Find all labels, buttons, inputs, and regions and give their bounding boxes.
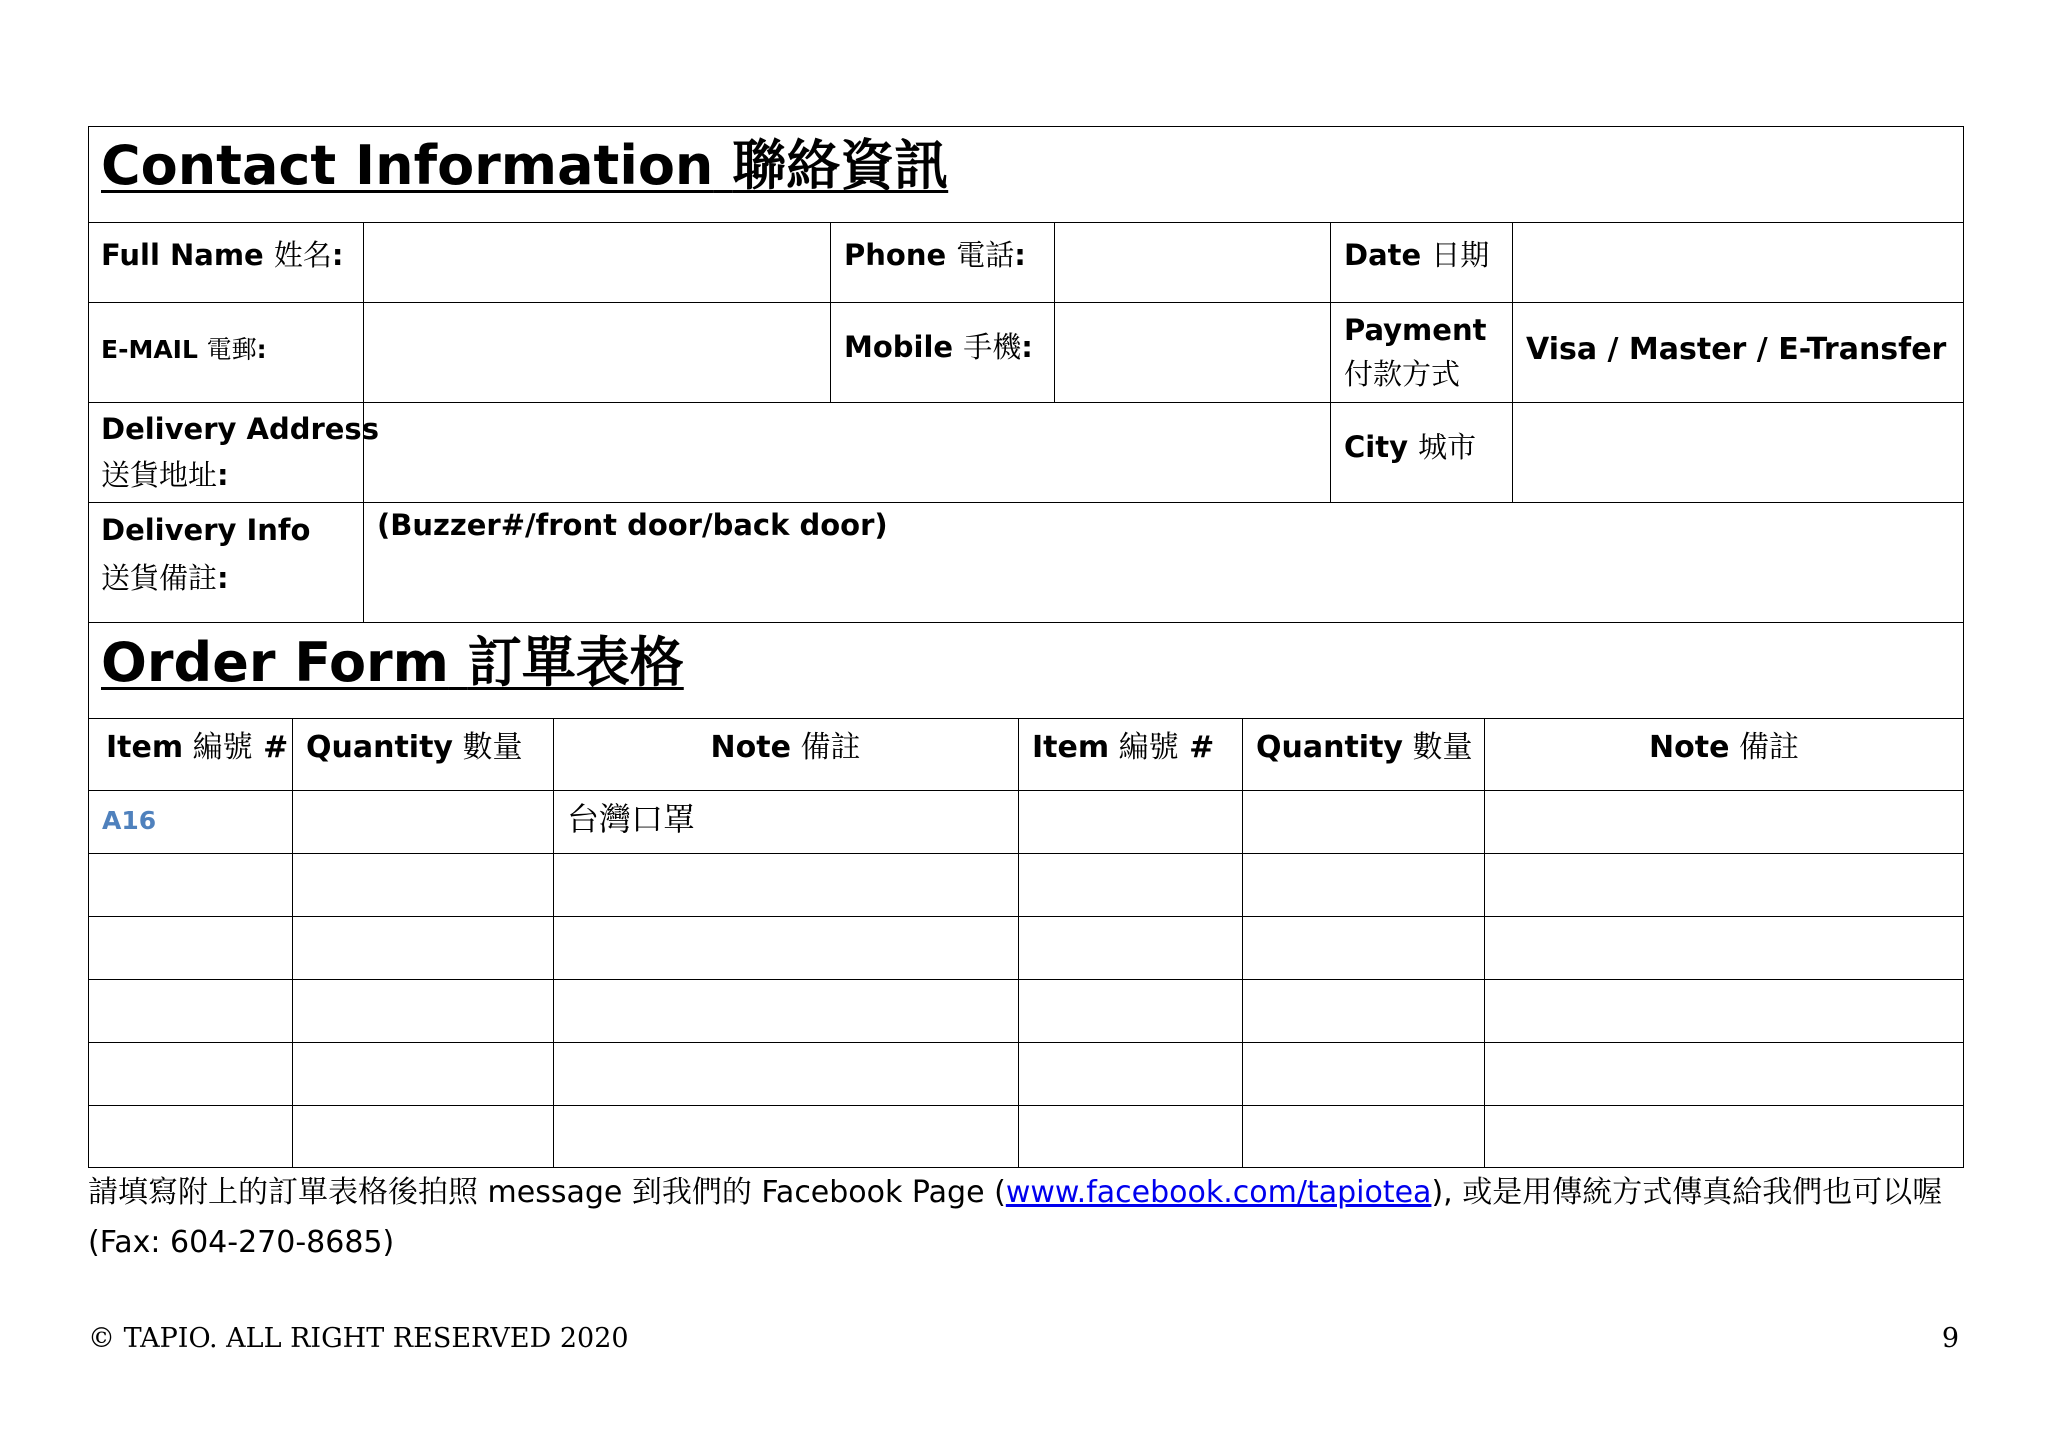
- city-label-zh: 城市: [1418, 430, 1477, 464]
- city-label-en: City: [1344, 430, 1408, 464]
- divider: [1242, 718, 1243, 1168]
- divider: [88, 502, 1964, 503]
- table-cell[interactable]: [1244, 918, 1482, 977]
- copyright-notice: © TAPIO. ALL RIGHT RESERVED 2020: [88, 1323, 629, 1354]
- phone-label-en: Phone: [844, 238, 947, 272]
- contact-title-zh: 聯絡資訊: [732, 134, 949, 197]
- table-cell[interactable]: [1020, 1044, 1240, 1103]
- divider: [88, 916, 1964, 917]
- divider: [88, 718, 1964, 719]
- table-cell[interactable]: [1486, 1044, 1962, 1103]
- column-header-zh: 數量: [1402, 730, 1473, 765]
- table-cell[interactable]: [1020, 918, 1240, 977]
- divider: [1512, 222, 1513, 502]
- table-cell[interactable]: [1486, 981, 1962, 1040]
- column-header: [106, 730, 288, 766]
- payment-label-zh: 付款方式: [1344, 357, 1461, 391]
- email-label-zh: 電郵: [206, 335, 257, 364]
- phone-label-zh: 電話: [956, 238, 1015, 272]
- divider: [88, 622, 1964, 623]
- column-header: [1032, 730, 1214, 766]
- date-label-zh: 日期: [1431, 238, 1490, 272]
- instructions-note: [88, 1168, 1978, 1268]
- date-label-en: Date: [1344, 238, 1422, 272]
- table-cell[interactable]: [1244, 855, 1482, 914]
- divider: [88, 222, 1964, 223]
- column-header-en: Quantity: [306, 730, 453, 765]
- table-cell[interactable]: [1020, 1107, 1240, 1166]
- table-cell[interactable]: [555, 855, 1016, 914]
- instructions-text-before: 請填寫附上的訂單表格後拍照 message 到我們的 Facebook Page (: [88, 1175, 1006, 1210]
- full-name-label-en: Full Name: [101, 238, 264, 272]
- column-header: [306, 730, 523, 766]
- table-cell[interactable]: [1486, 855, 1962, 914]
- table-cell[interactable]: [1020, 792, 1240, 851]
- column-header-zh: 備註: [790, 730, 861, 765]
- order-title-en: Order Form: [101, 631, 449, 694]
- phone-label: [844, 238, 1026, 273]
- divider: [88, 790, 1964, 791]
- delivery-address-label-en: Delivery Address: [101, 412, 379, 446]
- table-cell[interactable]: [294, 918, 551, 977]
- table-cell[interactable]: [1020, 855, 1240, 914]
- column-header-suffix: #: [1178, 730, 1215, 765]
- item-code: A16: [102, 806, 157, 835]
- divider: [1330, 222, 1331, 502]
- delivery-address-field[interactable]: [365, 404, 1328, 500]
- divider: [88, 1105, 1964, 1106]
- column-header-en: Note: [710, 730, 791, 765]
- column-header: [1256, 730, 1473, 766]
- table-cell[interactable]: [294, 855, 551, 914]
- mobile-field[interactable]: [1056, 304, 1328, 400]
- table-cell[interactable]: [555, 918, 1016, 977]
- email-label-en: E-MAIL: [101, 335, 198, 364]
- delivery-address-label-zh: 送貨地址: [101, 458, 218, 492]
- divider: [830, 222, 831, 402]
- table-cell[interactable]: [90, 1044, 290, 1103]
- contact-title-en: Contact Information: [101, 134, 714, 197]
- column-header: [1484, 730, 1964, 766]
- instructions-text-after: ), 或是用傳統方式傳真給我們也可以喔 (Fax: 604-270-8685): [88, 1175, 1943, 1260]
- delivery-info-label: [101, 506, 310, 602]
- colon: :: [217, 561, 229, 595]
- divider: [1054, 222, 1055, 402]
- mobile-label: [844, 330, 1033, 365]
- table-cell[interactable]: [294, 1107, 551, 1166]
- facebook-link[interactable]: www.facebook.com/tapiotea: [1005, 1175, 1432, 1210]
- table-cell[interactable]: [90, 981, 290, 1040]
- column-header-en: Quantity: [1256, 730, 1403, 765]
- table-cell[interactable]: [90, 1107, 290, 1166]
- table-cell[interactable]: [1020, 981, 1240, 1040]
- contact-section-title: [101, 134, 948, 199]
- city-label: [1344, 430, 1476, 465]
- table-cell[interactable]: [1244, 1107, 1482, 1166]
- table-cell[interactable]: [555, 1044, 1016, 1103]
- table-cell[interactable]: [294, 981, 551, 1040]
- colon: :: [331, 238, 344, 272]
- column-header-en: Item: [1032, 730, 1110, 765]
- email-label: [101, 335, 267, 365]
- column-header-suffix: #: [252, 730, 289, 765]
- divider: [1018, 718, 1019, 1168]
- delivery-info-hint: (Buzzer#/front door/back door): [377, 508, 888, 542]
- table-cell[interactable]: [90, 918, 290, 977]
- cell-text: 台灣口罩: [567, 800, 696, 838]
- payment-value: Visa / Master / E-Transfer: [1526, 332, 1947, 367]
- email-field[interactable]: [365, 304, 828, 400]
- order-title-zh: 訂單表格: [467, 631, 684, 694]
- full-name-label: [101, 238, 343, 273]
- page-number: 9: [1941, 1323, 1959, 1354]
- divider: [88, 1042, 1964, 1043]
- table-cell[interactable]: [1244, 1044, 1482, 1103]
- mobile-label-en: Mobile: [844, 330, 954, 364]
- table-cell[interactable]: [294, 1044, 551, 1103]
- table-cell[interactable]: [1486, 792, 1962, 851]
- table-cell[interactable]: [1244, 792, 1482, 851]
- table-cell[interactable]: [1486, 918, 1962, 977]
- divider: [292, 718, 293, 1168]
- column-header-en: Note: [1649, 730, 1730, 765]
- column-header: [553, 730, 1018, 766]
- column-header-zh: 備註: [1729, 730, 1799, 765]
- table-cell[interactable]: [1244, 981, 1482, 1040]
- colon: :: [217, 458, 229, 492]
- divider: [1484, 718, 1485, 1168]
- table-cell[interactable]: [294, 792, 551, 851]
- payment-label: [1344, 308, 1486, 396]
- city-field[interactable]: [1514, 404, 1962, 500]
- divider: [88, 402, 1964, 403]
- table-cell[interactable]: [1486, 1107, 1962, 1166]
- divider: [88, 853, 1964, 854]
- colon: :: [1021, 330, 1033, 364]
- delivery-address-label: [101, 406, 379, 498]
- column-header-zh: 編號: [183, 730, 253, 765]
- date-field[interactable]: [1514, 224, 1962, 300]
- divider: [553, 718, 554, 1168]
- order-section-title: [101, 631, 684, 696]
- full-name-field[interactable]: [365, 224, 828, 300]
- full-name-label-zh: 姓名: [273, 238, 332, 272]
- table-cell[interactable]: [90, 855, 290, 914]
- divider: [88, 979, 1964, 980]
- colon: :: [256, 335, 267, 364]
- table-cell[interactable]: [555, 1107, 1016, 1166]
- table-cell[interactable]: [555, 981, 1016, 1040]
- colon: :: [1014, 238, 1026, 272]
- date-label: [1344, 238, 1489, 273]
- divider: [88, 302, 1964, 303]
- payment-label-en: Payment: [1344, 313, 1487, 347]
- column-header-zh: 編號: [1109, 730, 1179, 765]
- delivery-info-label-zh: 送貨備註: [101, 561, 218, 595]
- phone-field[interactable]: [1056, 224, 1328, 300]
- delivery-info-label-en: Delivery Info: [101, 513, 311, 547]
- column-header-zh: 數量: [452, 730, 523, 765]
- column-header-en: Item: [106, 730, 184, 765]
- mobile-label-zh: 手機: [963, 330, 1022, 364]
